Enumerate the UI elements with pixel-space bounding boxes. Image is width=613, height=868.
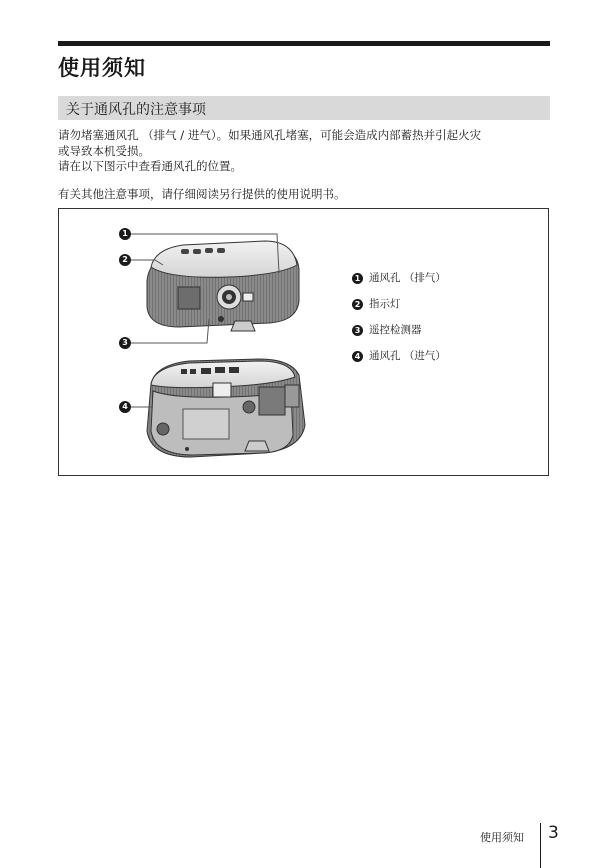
legend-item-exhaust-vent: [352, 269, 446, 287]
page-title: 使用须知: [58, 56, 146, 80]
legend-item-remote-detector: [352, 321, 446, 339]
legend-number: 3: [352, 325, 363, 336]
legend-label: 遥控检测器: [369, 324, 422, 336]
callout-3: 3: [119, 337, 131, 349]
footer-divider: [540, 823, 541, 868]
warning-line-2: 或导致本机受损。: [58, 144, 150, 158]
callout-2: 2: [119, 254, 131, 266]
legend-item-intake-vent: [352, 347, 446, 365]
figure-reference-paragraph: 请在以下图示中查看通风孔的位置。: [58, 159, 242, 173]
callout-4: 4: [119, 401, 131, 413]
projector-top-view: [147, 241, 299, 331]
legend-number: 2: [352, 299, 363, 310]
figure-legend: [352, 269, 446, 373]
legend-label: 指示灯: [369, 298, 401, 310]
top-rule: [58, 41, 550, 46]
section-heading: 关于通风孔的注意事项: [66, 102, 206, 118]
projector-illustration: [59, 209, 548, 475]
manual-reference-paragraph: 有关其他注意事项，请仔细阅读另行提供的使用说明书。: [58, 187, 346, 201]
legend-label: 通风孔 （排气）: [369, 272, 446, 284]
legend-number: 1: [352, 273, 363, 284]
warning-paragraph: [58, 127, 552, 159]
callout-1: 1: [119, 228, 131, 240]
legend-item-indicator: [352, 295, 446, 313]
footer-section-name: 使用须知: [480, 831, 524, 844]
section-bar: [58, 96, 550, 120]
legend-number: 4: [352, 351, 363, 362]
vent-diagram-figure: [58, 208, 549, 476]
legend-label: 通风孔 （进气）: [369, 350, 446, 362]
page-number: 3: [548, 823, 559, 843]
projector-bottom-view: [147, 359, 305, 457]
warning-line-1: 请勿堵塞通风孔 （排气 / 进气）。如果通风孔堵塞，可能会造成内部蓄热并引起火灾: [58, 128, 482, 142]
